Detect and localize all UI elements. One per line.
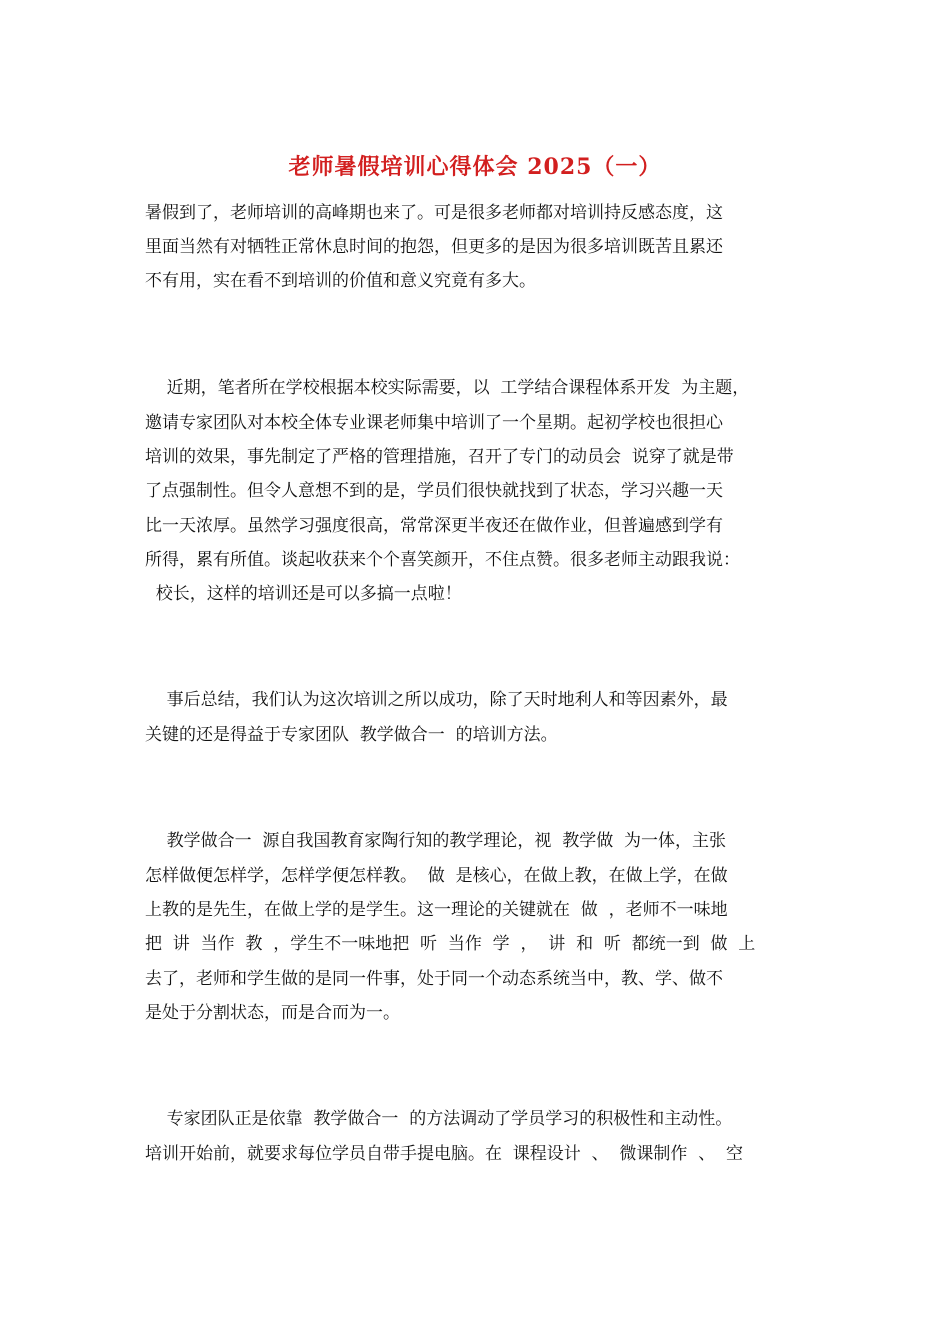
body-line: 怎样做便怎样学，怎样学便怎样教。 做 是核心，在做上教，在做上学，在做: [145, 866, 728, 886]
body-line: 去了，老师和学生做的是同一件事，处于同一个动态系统当中，教、学、做不: [145, 969, 723, 989]
body-line: 教学做合一 源自我国教育家陶行知的教学理论，视 教学做 为一体，主张: [145, 831, 727, 851]
body-line: 事后总结，我们认为这次培训之所以成功，除了天时地利人和等因素外，最: [145, 690, 728, 710]
body-line: 不有用，实在看不到培训的价值和意义究竟有多大。: [145, 271, 536, 291]
body-line: 专家团队正是依靠 教学做合一 的方法调动了学员学习的积极性和主动性。: [145, 1109, 733, 1129]
body-line: 邀请专家团队对本校全体专业课老师集中培训了一个星期。起初学校也很担心: [145, 413, 723, 433]
body-line: 培训的效果，事先制定了严格的管理措施，召开了专门的动员会 说穿了就是带: [145, 447, 734, 467]
body-line: 校长，这样的培训还是可以多搞一点啦！: [145, 584, 462, 604]
body-line: 上教的是先生，在做上学的是学生。这一理论的关键就在 做 ，老师不一味地: [145, 900, 728, 920]
body-line: 把 讲 当作 教 ，学生不一味地把 听 当作 学 ， 讲 和 听 都统一到 做 上: [145, 934, 756, 954]
body-line: 比一天浓厚。虽然学习强度很高，常常深更半夜还在做作业，但普遍感到学有: [145, 516, 723, 536]
body-line: 关键的还是得益于专家团队 教学做合一 的培训方法。: [145, 725, 558, 745]
body-line: 是处于分割状态，而是合而为一。: [145, 1003, 400, 1023]
body-line: 里面当然有对牺牲正常休息时间的抱怨，但更多的是因为很多培训既苦且累还: [145, 237, 723, 257]
body-line: 了点强制性。但令人意想不到的是，学员们很快就找到了状态，学习兴趣一天: [145, 481, 723, 501]
body-line: 培训开始前，就要求每位学员自带手提电脑。在 课程设计 、 微课制作 、 空: [145, 1144, 744, 1164]
body-line: 所得，累有所值。谈起收获来个个喜笑颜开，不住点赞。很多老师主动跟我说：: [145, 550, 740, 570]
document-title: 老师暑假培训心得体会 2025（一）: [288, 154, 662, 180]
body-line: 近期，笔者所在学校根据本校实际需要，以 工学结合课程体系开发 为主题，: [145, 378, 750, 398]
body-line: 暑假到了，老师培训的高峰期也来了。可是很多老师都对培训持反感态度，这: [145, 203, 723, 223]
